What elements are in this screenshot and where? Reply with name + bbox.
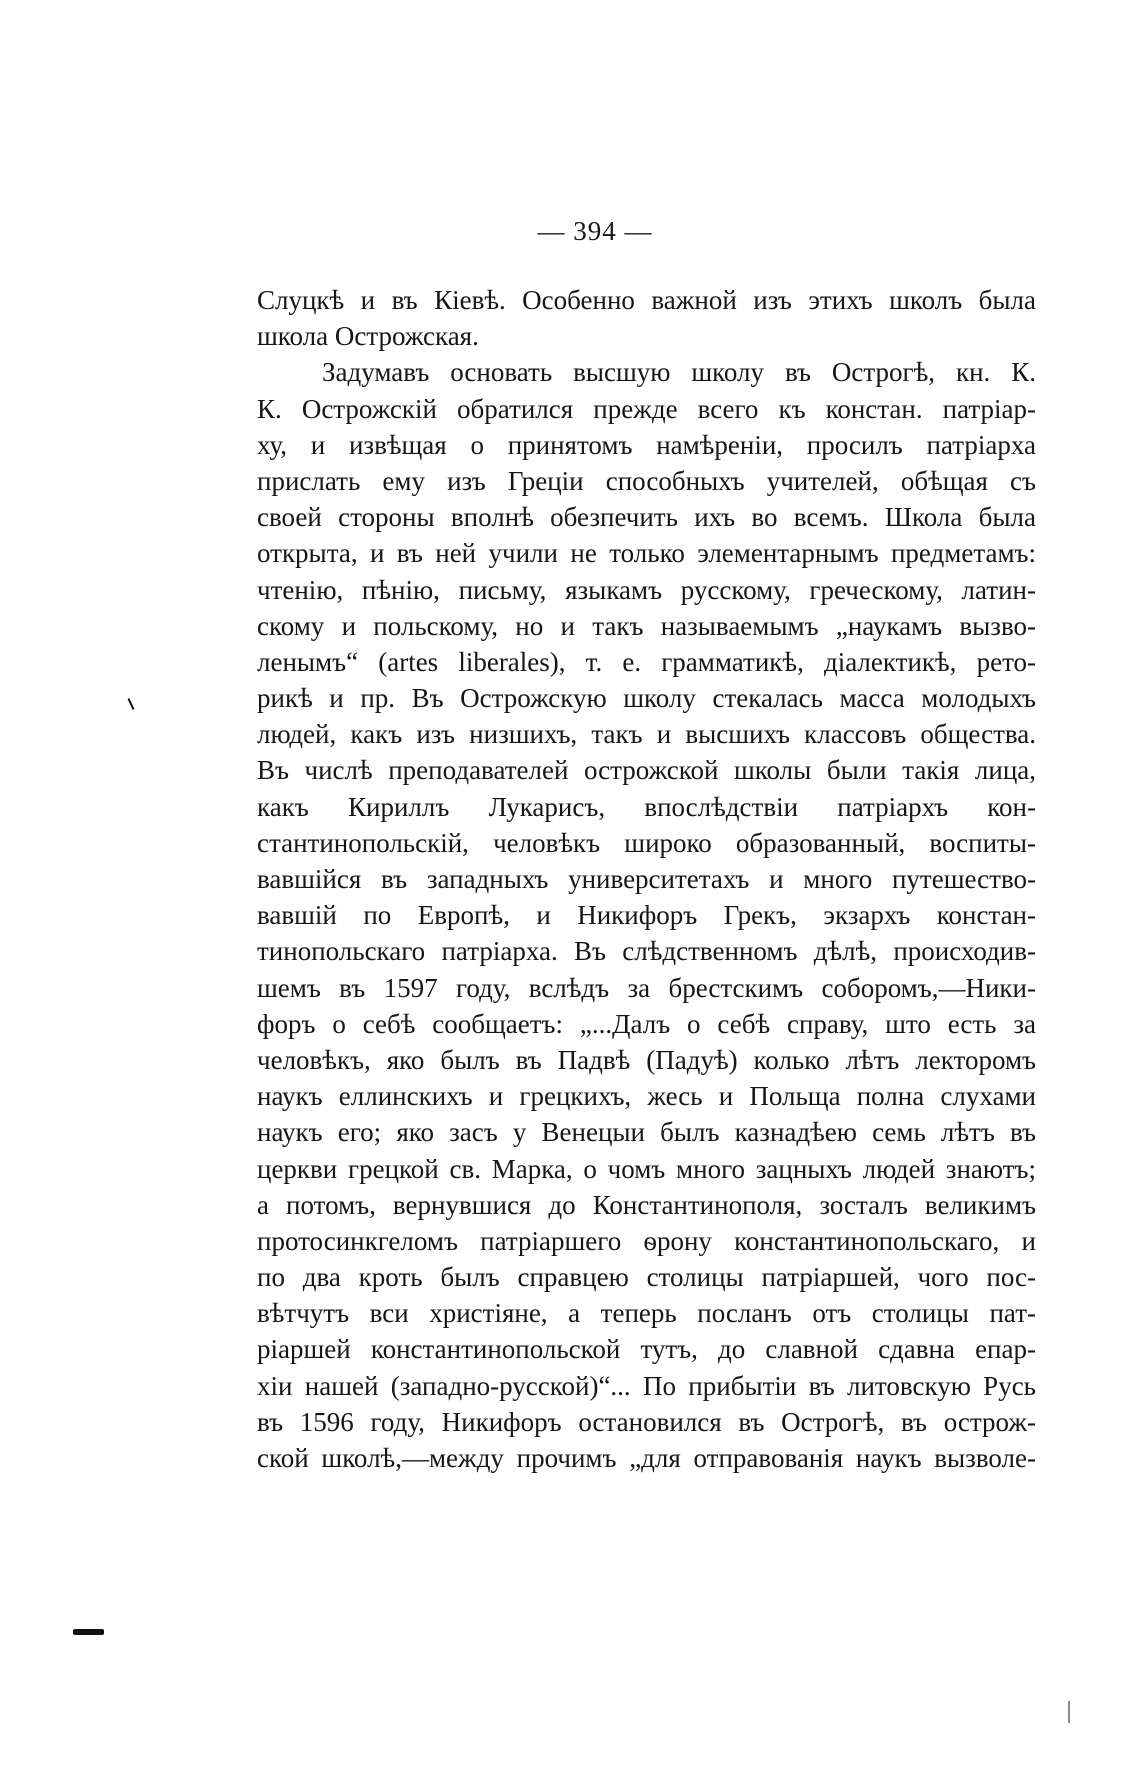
text-line: К. Острожскій обратился прежде всего къ констан. патріар- <box>257 393 1036 424</box>
text-line: а потомъ, вернувшися до Константинополя, зосталъ великимъ <box>257 1189 1036 1220</box>
text-line: шемъ въ 1597 году, вслѣдъ за брестскимъ соборомъ,—Ники- <box>257 972 1036 1003</box>
text-line: ленымъ“ (artes liberales), т. е. грамматикѣ, діалектикѣ, рето- <box>257 646 1036 677</box>
text-line: по два кроть былъ справцею столицы патріаршей, чого пос- <box>257 1262 1036 1293</box>
text-line: тинопольскаго патріарха. Въ слѣдственномъ дѣлѣ, происходив- <box>257 936 1036 967</box>
text-line: рикѣ и пр. Въ Острожскую школу стекалась масса молодыхъ <box>257 683 1036 714</box>
text-line: чтенію, пѣнію, письму, языкамъ русскому, греческому, латин- <box>257 574 1036 605</box>
text-line: школа Острожская. <box>257 321 479 352</box>
text-line: какъ Кириллъ Лукарисъ, впослѣдствіи патріархъ кон- <box>257 791 1036 822</box>
text-line: вавшій по Европѣ, и Никифоръ Грекъ, экзархъ констан- <box>257 900 1036 931</box>
body-text <box>257 282 1036 1476</box>
text-line: вавшійся въ западныхъ университетахъ и много путешество- <box>257 864 1036 894</box>
text-line: наукъ еллинскихъ и грецкихъ, жесь и Польща полна слухами <box>257 1081 1036 1112</box>
text-line: Задумавъ основать высшую школу въ Острогѣ, кн. К. <box>322 357 1036 388</box>
text-line: людей, какъ изъ низшихъ, такъ и высшихъ классовъ общества. <box>257 719 1036 750</box>
text-line: открыта, и въ ней учили не только элементарнымъ предметамъ: <box>257 538 1036 569</box>
text-line: форъ о себѣ сообщаетъ: „...Далъ о себѣ справу, што есть за <box>257 1008 1036 1039</box>
text-line: стантинопольскій, человѣкъ широко образованный, воспиты- <box>257 827 1036 858</box>
text-line: своей стороны вполнѣ обезпечить ихъ во всемъ. Школа была <box>257 502 1036 533</box>
scan-mark <box>128 698 135 710</box>
text-line: ріаршей константинопольской тутъ, до славной сдавна епар- <box>257 1334 1036 1365</box>
text-line: Слуцкѣ и въ Кіевѣ. Особенно важной изъ этихъ школъ была <box>257 285 1036 315</box>
scan-mark <box>73 1629 104 1635</box>
text-line: человѣкъ, яко былъ въ Падвѣ (Падуѣ) колько лѣтъ лекторомъ <box>257 1044 1036 1075</box>
text-line: наукъ его; яко засъ у Венецыи былъ казнадѣею семь лѣтъ въ <box>257 1117 1036 1148</box>
text-line: ской школѣ,—между прочимъ „для отправованія наукъ вызволе- <box>257 1443 1036 1473</box>
text-line: вѣтчутъ вси христіяне, а теперь посланъ отъ столицы пат- <box>257 1298 1036 1329</box>
text-line: скому и польскому, но и такъ называемымъ „наукамъ вызво- <box>257 610 1036 641</box>
text-line: Въ числѣ преподавателей острожской школы были такія лица, <box>257 755 1036 786</box>
text-line: протосинкгеломъ патріаршего ѳрону константинопольскаго, и <box>257 1225 1036 1256</box>
text-line: хіи нашей (западно-русской)“... По прибытіи въ литовскую Русь <box>257 1370 1036 1401</box>
page-number: — 394 — <box>537 216 653 246</box>
text-line: церкви грецкой св. Марка, о чомъ много зацныхъ людей знаютъ; <box>257 1153 1036 1184</box>
text-line: въ 1596 году, Никифоръ остановился въ Острогѣ, въ острож- <box>257 1406 1036 1437</box>
text-line: прислать ему изъ Греціи способныхъ учителей, обѣщая съ <box>257 465 1036 496</box>
scan-mark <box>1068 1701 1070 1723</box>
text-line: ху, и извѣщая о принятомъ намѣреніи, просилъ патріарха <box>257 429 1036 460</box>
